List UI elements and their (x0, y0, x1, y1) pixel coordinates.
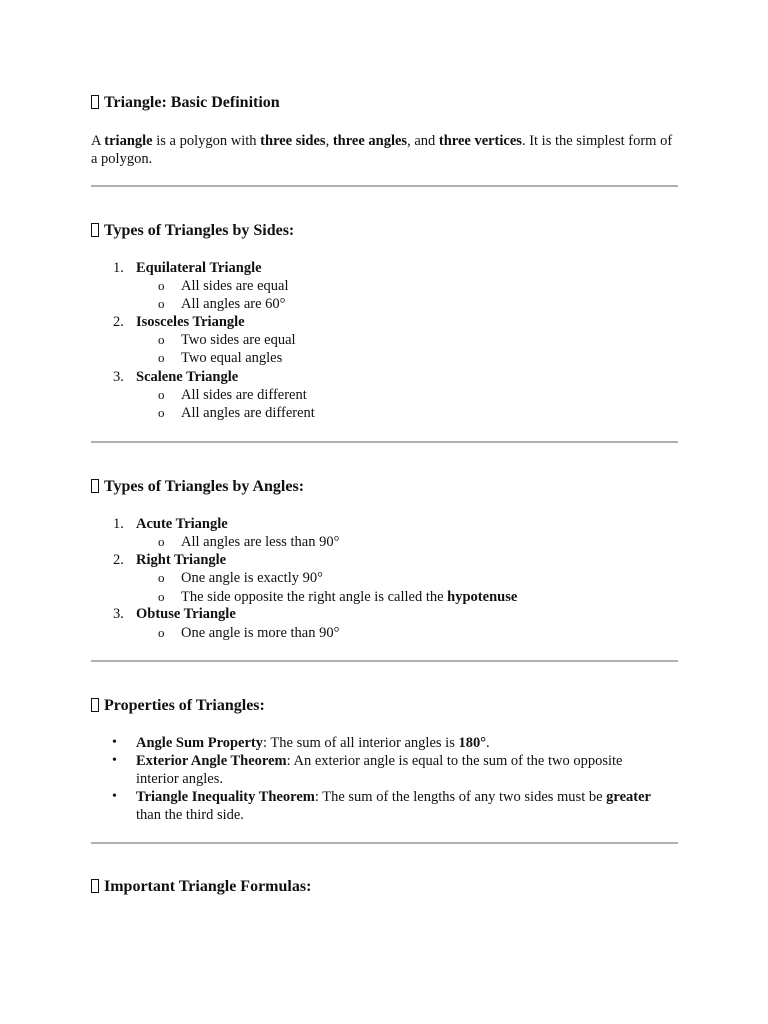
section-heading-basic: Triangle: Basic Definition (91, 93, 280, 113)
definition-paragraph: A triangle is a polygon with three sides, three angles, and three vertices. It is the simplest form of a polygon. (91, 133, 673, 167)
section-heading-angles: Types of Triangles by Angles: (91, 477, 304, 497)
horizontal-rule (91, 185, 678, 187)
section-heading-sides: Types of Triangles by Sides: (91, 221, 294, 241)
missing-glyph-icon (91, 223, 99, 237)
missing-glyph-icon (91, 95, 99, 109)
missing-glyph-icon (91, 879, 99, 893)
missing-glyph-icon (91, 698, 99, 712)
horizontal-rule (91, 660, 678, 662)
horizontal-rule (91, 441, 678, 443)
section-heading-formulas: Important Triangle Formulas: (91, 877, 311, 897)
horizontal-rule (91, 842, 678, 844)
section-heading-properties: Properties of Triangles: (91, 696, 265, 716)
missing-glyph-icon (91, 479, 99, 493)
